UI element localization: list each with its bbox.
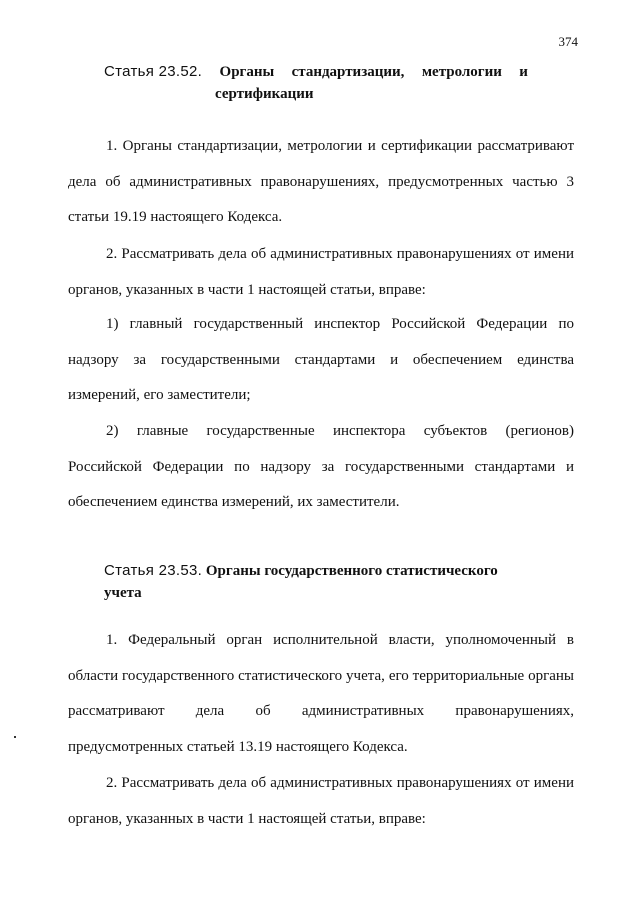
article-label: Статья 23.52. <box>104 63 203 80</box>
article-title-line-2: сертификации <box>215 86 314 102</box>
paragraph-text: 1) главный государственный инспектор Российской Федерации по надзору за государственными стандартами и обеспечением единства измерений, его заместители; <box>68 316 574 403</box>
paragraph <box>68 237 574 308</box>
article-title-word: стандартизации, <box>291 64 405 80</box>
article-title-word: и <box>519 64 528 80</box>
paragraph <box>68 307 574 414</box>
article-title-word: метрологии <box>421 64 502 80</box>
paragraph-text: 1. Федеральный орган исполнительной власти, уполномоченный в области государственного статистического учета, его территориальные органы рассматривают дела об административных правонарушениях, предусмотренных статьей 13.19 настоящего Кодекса. <box>68 632 574 755</box>
article-title-word: Органы <box>219 64 275 80</box>
paragraph <box>68 414 574 521</box>
article-title: Органы государственного статистического учета <box>104 563 498 601</box>
article-heading-line-1 <box>104 61 528 83</box>
paragraph <box>68 623 574 765</box>
paragraph-text: 2. Рассматривать дела об административных правонарушениях от имени органов, указанных в части 1 настоящей статьи, вправе: <box>68 246 574 298</box>
paragraph <box>68 129 574 236</box>
page-number: 374 <box>558 34 578 49</box>
scan-speck <box>14 736 16 738</box>
article-label: Статья 23.53. <box>104 562 203 579</box>
paragraph-text: 1. Органы стандартизации, метрологии и сертификации рассматривают дела об административных правонарушениях, предусмотренных частью 3 статьи 19.19 настоящего Кодекса. <box>68 138 574 225</box>
paragraph-text: 2) главные государственные инспектора субъектов (регионов) Российской Федерации по надзору за государственными стандартами и обеспечением единства измерений, их заместители. <box>68 423 574 510</box>
paragraph <box>68 766 574 837</box>
article-heading-23-52 <box>104 61 528 105</box>
paragraph-text: 2. Рассматривать дела об административных правонарушениях от имени органов, указанных в части 1 настоящей статьи, вправе: <box>68 775 574 827</box>
article-heading-23-53 <box>104 560 528 604</box>
